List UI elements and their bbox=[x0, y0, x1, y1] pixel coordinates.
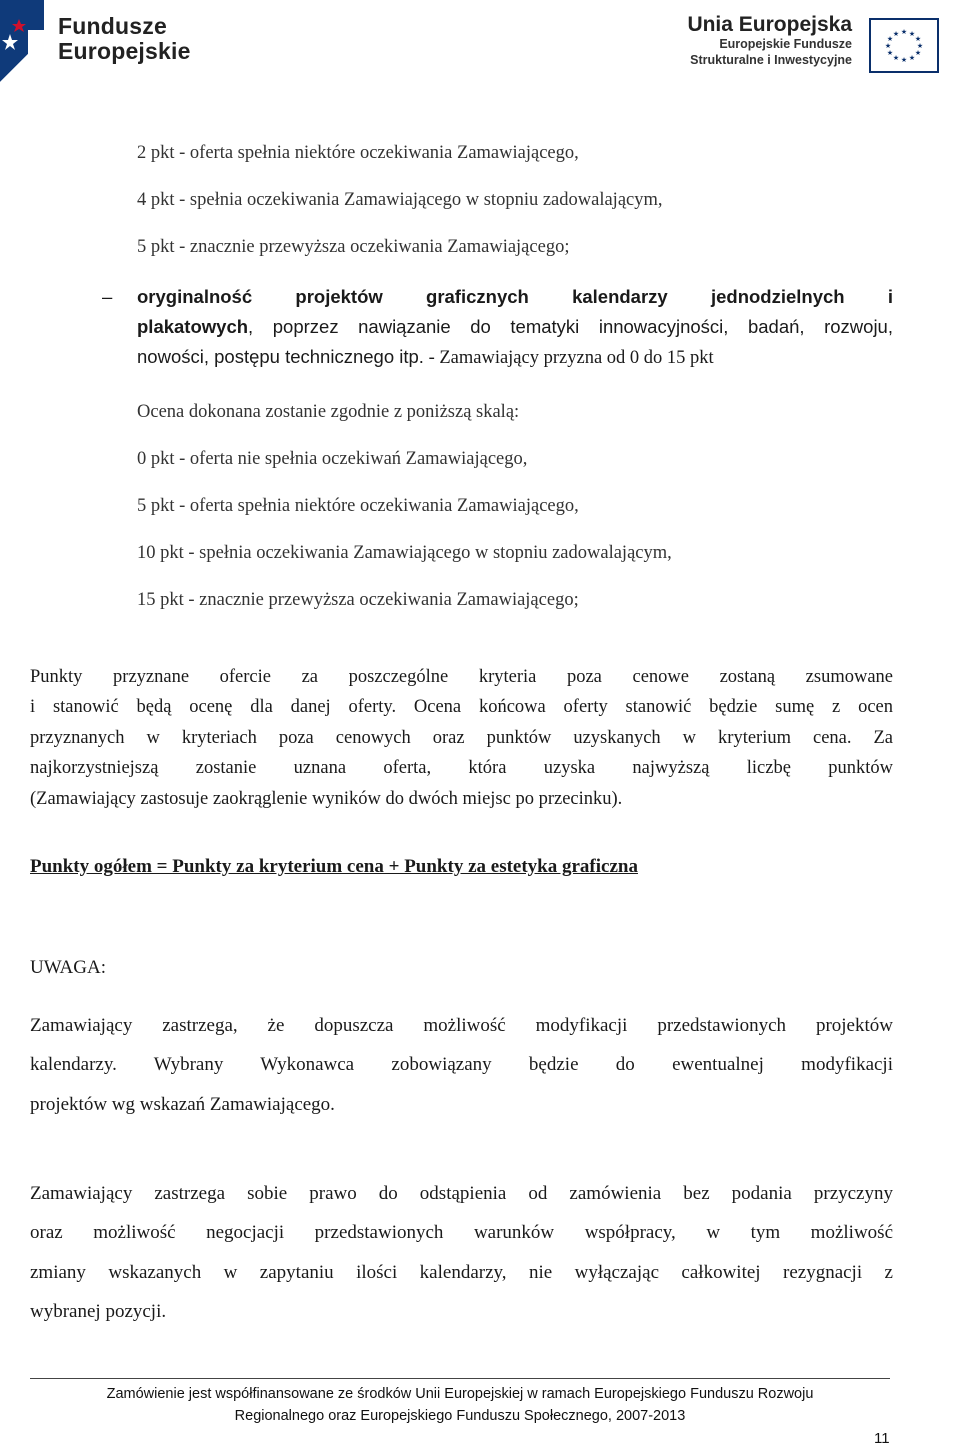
scale2-intro: Ocena dokonana zostanie zgodnie z poniższą skalą: bbox=[137, 402, 520, 422]
footer-line-1: Zamówienie jest współfinansowane ze środków Unii Europejskiej w ramach Europejskiego Funduszu Rozwoju bbox=[106, 1386, 814, 1402]
criterion-name-end: plakatowych bbox=[137, 316, 249, 337]
uwaga-p2-line-2: oraz możliwość negocjacji przedstawionych warunków współpracy, w tym możliwość bbox=[30, 1222, 893, 1243]
svg-text:★: ★ bbox=[900, 28, 908, 36]
unia-europejska-wordmark bbox=[640, 14, 852, 68]
uwaga-heading: UWAGA: bbox=[30, 957, 106, 978]
fundusze-europejskie-wordmark bbox=[58, 14, 191, 64]
scale2-item-2: 5 pkt - oferta spełnia niektóre oczekiwania Zamawiającego, bbox=[137, 496, 579, 516]
footer-line-2: Regionalnego oraz Europejskiego Funduszu Społecznego, 2007-2013 bbox=[234, 1408, 686, 1424]
scale1-item-1: 2 pkt - oferta spełnia niektóre oczekiwania Zamawiającego, bbox=[137, 143, 579, 163]
ue-subtitle-2: Strukturalne i Inwestycyjne bbox=[690, 53, 852, 67]
svg-text:★: ★ bbox=[886, 49, 894, 57]
svg-text:★: ★ bbox=[892, 30, 900, 38]
criterion-line-1: oryginalność projektów graficznych kalendarzy jednodzielnych i bbox=[137, 286, 893, 307]
criterion-line-3-a: nowości, postępu technicznego itp. bbox=[137, 346, 424, 367]
criterion-line-2-rest: , poprzez nawiązanie do tematyki innowacyjności, badań, rozwoju, bbox=[248, 316, 893, 337]
svg-text:★: ★ bbox=[908, 30, 916, 38]
fundusze-europejskie-emblem-icon bbox=[0, 0, 56, 82]
logo-line-2: Europejskie bbox=[58, 38, 191, 64]
svg-text:★: ★ bbox=[892, 54, 900, 62]
scale1-item-3: 5 pkt - znacznie przewyższa oczekiwania Zamawiającego; bbox=[137, 237, 570, 257]
logo-line-1: Fundusze bbox=[58, 13, 167, 39]
svg-text:★: ★ bbox=[908, 54, 916, 62]
summary-line-1: Punkty przyznane ofercie za poszczególne kryteria poza cenowe zostaną zsumowane bbox=[30, 667, 893, 687]
scale2-item-1: 0 pkt - oferta nie spełnia oczekiwań Zamawiającego, bbox=[137, 449, 528, 469]
scale2-item-4: 15 pkt - znacznie przewyższa oczekiwania Zamawiającego; bbox=[137, 590, 579, 610]
scale1-item-2: 4 pkt - spełnia oczekiwania Zamawiającego w stopniu zadowalającym, bbox=[137, 190, 663, 210]
svg-text:★: ★ bbox=[914, 49, 922, 57]
uwaga-p1-line-3: projektów wg wskazań Zamawiającego. bbox=[30, 1094, 335, 1115]
criterion-line-2 bbox=[137, 316, 893, 338]
ue-subtitle-1: Europejskie Fundusze bbox=[719, 37, 852, 51]
svg-text:★: ★ bbox=[900, 56, 908, 64]
summary-line-3: przyznanych w kryteriach poza cenowych oraz punktów uzyskanych w kryterium cena. Za bbox=[30, 728, 893, 748]
summary-line-5: (Zamawiający zastosuje zaokrąglenie wyników do dwóch miejsc po przecinku). bbox=[30, 789, 623, 809]
ue-title: Unia Europejska bbox=[687, 13, 852, 36]
summary-line-4: najkorzystniejszą zostanie uznana oferta, która uzyska najwyższą liczbę punktów bbox=[30, 758, 893, 778]
criterion-points: - Zamawiający przyzna od 0 do 15 pkt bbox=[423, 348, 714, 368]
svg-text:★: ★ bbox=[886, 35, 894, 43]
eu-flag-icon bbox=[869, 18, 939, 73]
summary-line-2: i stanowić będą ocenę dla danej oferty. Ocena końcowa oferty stanowić będzie sumę z ocen bbox=[30, 697, 893, 717]
page-number: 11 bbox=[874, 1430, 890, 1447]
uwaga-p2-line-3: zmiany wskazanych w zapytaniu ilości kalendarzy, nie wyłączając całkowitej rezygnacji z bbox=[30, 1262, 893, 1283]
points-formula: Punkty ogółem = Punkty za kryterium cena + Punkty za estetyka graficzna bbox=[30, 856, 638, 877]
footer-divider bbox=[30, 1378, 890, 1379]
scale2-item-3: 10 pkt - spełnia oczekiwania Zamawiającego w stopniu zadowalającym, bbox=[137, 543, 672, 563]
svg-text:★: ★ bbox=[916, 42, 924, 50]
svg-text:★: ★ bbox=[914, 35, 922, 43]
criterion-dash: – bbox=[102, 286, 113, 307]
uwaga-p2-line-1: Zamawiający zastrzega sobie prawo do odstąpienia od zamówienia bez podania przyczyny bbox=[30, 1183, 893, 1204]
uwaga-p2-line-4: wybranej pozycji. bbox=[30, 1301, 167, 1322]
uwaga-p1-line-1: Zamawiający zastrzega, że dopuszcza możliwość modyfikacji przedstawionych projektów bbox=[30, 1015, 893, 1036]
uwaga-p1-line-2: kalendarzy. Wybrany Wykonawca zobowiązany będzie do ewentualnej modyfikacji bbox=[30, 1054, 893, 1075]
criterion-line-3 bbox=[137, 346, 714, 369]
svg-text:★: ★ bbox=[884, 42, 892, 50]
